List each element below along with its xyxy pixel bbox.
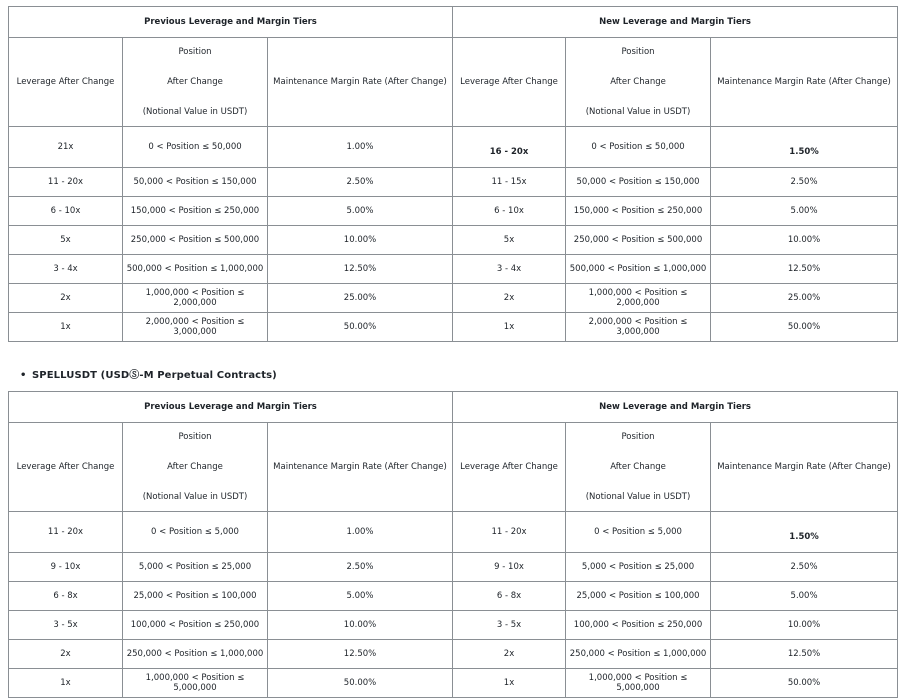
cell-prev-position: 1,000,000 < Position ≤ 5,000,000: [123, 669, 268, 698]
cell-new-leverage: 5x: [453, 226, 566, 255]
cell-prev-leverage: 5x: [9, 226, 123, 255]
cell-prev-position: 100,000 < Position ≤ 250,000: [123, 611, 268, 640]
bullet-point: •: [20, 370, 27, 381]
table-row: [9, 640, 898, 669]
cell-prev-leverage: 9 - 10x: [9, 553, 123, 582]
column-header-mmr: Maintenance Margin Rate (After Change): [711, 423, 898, 512]
position-header-line: After Change: [167, 461, 223, 472]
column-header-leverage: Leverage After Change: [453, 423, 566, 512]
cell-prev-leverage: 1x: [9, 669, 123, 698]
table-row: [9, 168, 898, 197]
table-row: [9, 197, 898, 226]
table-row: [9, 611, 898, 640]
position-header-line: (Notional Value in USDT): [585, 107, 691, 118]
cell-new-mmr: 12.50%: [711, 640, 898, 669]
cell-new-leverage: 2x: [453, 640, 566, 669]
cell-prev-mmr: 10.00%: [268, 226, 453, 255]
cell-prev-position: 250,000 < Position ≤ 500,000: [123, 226, 268, 255]
cell-new-leverage: 16 - 20x: [453, 127, 566, 168]
column-header-mmr: Maintenance Margin Rate (After Change): [268, 423, 453, 512]
cell-new-position: 100,000 < Position ≤ 250,000: [566, 611, 711, 640]
section-title: SPELLUSDT (USDⓈ-M Perpetual Contracts): [32, 370, 277, 381]
cell-prev-mmr: 2.50%: [268, 168, 453, 197]
cell-prev-leverage: 3 - 4x: [9, 255, 123, 284]
cell-prev-position: 2,000,000 < Position ≤ 3,000,000: [123, 313, 268, 342]
table-row: [9, 553, 898, 582]
cell-prev-leverage: 6 - 8x: [9, 582, 123, 611]
cell-new-mmr: 10.00%: [711, 611, 898, 640]
cell-new-position: 1,000,000 < Position ≤ 5,000,000: [566, 669, 711, 698]
cell-prev-leverage: 2x: [9, 640, 123, 669]
cell-new-position: 250,000 < Position ≤ 1,000,000: [566, 640, 711, 669]
cell-new-leverage: 3 - 4x: [453, 255, 566, 284]
cell-new-mmr: 5.00%: [711, 582, 898, 611]
cell-prev-position: 500,000 < Position ≤ 1,000,000: [123, 255, 268, 284]
cell-new-mmr: 50.00%: [711, 313, 898, 342]
cell-prev-leverage: 3 - 5x: [9, 611, 123, 640]
position-header-line: Position: [178, 46, 212, 57]
cell-prev-mmr: 1.00%: [268, 512, 453, 553]
position-header-line: Position: [621, 46, 655, 57]
column-header-mmr: Maintenance Margin Rate (After Change): [268, 38, 453, 127]
position-header-line: (Notional Value in USDT): [585, 492, 691, 503]
column-header-leverage: Leverage After Change: [9, 38, 123, 127]
table-row: [9, 255, 898, 284]
table-row: [9, 582, 898, 611]
cell-new-mmr: 2.50%: [711, 553, 898, 582]
cell-new-leverage: 3 - 5x: [453, 611, 566, 640]
cell-prev-leverage: 11 - 20x: [9, 168, 123, 197]
cell-new-position: 0 < Position ≤ 50,000: [566, 127, 711, 168]
cell-new-leverage: 2x: [453, 284, 566, 313]
cell-prev-mmr: 50.00%: [268, 313, 453, 342]
column-header-leverage: Leverage After Change: [9, 423, 123, 512]
cell-prev-leverage: 11 - 20x: [9, 512, 123, 553]
cell-prev-position: 5,000 < Position ≤ 25,000: [123, 553, 268, 582]
section-heading-spellusdt: [20, 366, 277, 381]
cell-prev-leverage: 1x: [9, 313, 123, 342]
position-header-line: After Change: [167, 76, 223, 87]
cell-prev-leverage: 6 - 10x: [9, 197, 123, 226]
position-header-line: After Change: [610, 461, 666, 472]
position-header-line: After Change: [610, 76, 666, 87]
leverage-tiers-table-1: [8, 6, 898, 342]
cell-new-position: 1,000,000 < Position ≤ 2,000,000: [566, 284, 711, 313]
cell-new-mmr: 1.50%: [711, 127, 898, 168]
cell-prev-mmr: 10.00%: [268, 611, 453, 640]
cell-new-mmr: 1.50%: [711, 512, 898, 553]
cell-new-position: 50,000 < Position ≤ 150,000: [566, 168, 711, 197]
cell-new-mmr: 12.50%: [711, 255, 898, 284]
column-header-mmr: Maintenance Margin Rate (After Change): [711, 38, 898, 127]
table-row: [9, 226, 898, 255]
cell-new-leverage: 6 - 10x: [453, 197, 566, 226]
cell-prev-mmr: 5.00%: [268, 197, 453, 226]
cell-prev-mmr: 12.50%: [268, 255, 453, 284]
cell-new-leverage: 1x: [453, 669, 566, 698]
cell-prev-leverage: 2x: [9, 284, 123, 313]
cell-new-leverage: 1x: [453, 313, 566, 342]
table-row: [9, 127, 898, 168]
group-header-new: New Leverage and Margin Tiers: [453, 392, 898, 423]
cell-prev-mmr: 25.00%: [268, 284, 453, 313]
column-header-position: [566, 423, 711, 512]
table-row: [9, 669, 898, 698]
position-header-line: Position: [178, 431, 212, 442]
cell-new-position: 5,000 < Position ≤ 25,000: [566, 553, 711, 582]
group-header-previous: Previous Leverage and Margin Tiers: [9, 7, 453, 38]
cell-prev-mmr: 1.00%: [268, 127, 453, 168]
cell-prev-mmr: 5.00%: [268, 582, 453, 611]
position-header-line: (Notional Value in USDT): [142, 492, 248, 503]
cell-prev-mmr: 50.00%: [268, 669, 453, 698]
cell-prev-position: 0 < Position ≤ 50,000: [123, 127, 268, 168]
cell-prev-position: 150,000 < Position ≤ 250,000: [123, 197, 268, 226]
cell-new-position: 25,000 < Position ≤ 100,000: [566, 582, 711, 611]
position-header-line: Position: [621, 431, 655, 442]
leverage-tiers-table-2: [8, 391, 898, 698]
cell-prev-position: 250,000 < Position ≤ 1,000,000: [123, 640, 268, 669]
position-header-line: (Notional Value in USDT): [142, 107, 248, 118]
cell-prev-position: 0 < Position ≤ 5,000: [123, 512, 268, 553]
cell-prev-mmr: 2.50%: [268, 553, 453, 582]
cell-prev-mmr: 12.50%: [268, 640, 453, 669]
cell-new-mmr: 2.50%: [711, 168, 898, 197]
cell-new-leverage: 11 - 15x: [453, 168, 566, 197]
cell-new-mmr: 5.00%: [711, 197, 898, 226]
group-header-previous: Previous Leverage and Margin Tiers: [9, 392, 453, 423]
cell-new-position: 250,000 < Position ≤ 500,000: [566, 226, 711, 255]
cell-new-leverage: 9 - 10x: [453, 553, 566, 582]
column-header-position: [123, 423, 268, 512]
cell-prev-position: 50,000 < Position ≤ 150,000: [123, 168, 268, 197]
cell-prev-position: 25,000 < Position ≤ 100,000: [123, 582, 268, 611]
cell-new-mmr: 50.00%: [711, 669, 898, 698]
cell-new-position: 150,000 < Position ≤ 250,000: [566, 197, 711, 226]
group-header-new: New Leverage and Margin Tiers: [453, 7, 898, 38]
table-row: [9, 284, 898, 313]
cell-new-leverage: 11 - 20x: [453, 512, 566, 553]
cell-new-position: 500,000 < Position ≤ 1,000,000: [566, 255, 711, 284]
cell-prev-leverage: 21x: [9, 127, 123, 168]
cell-prev-position: 1,000,000 < Position ≤ 2,000,000: [123, 284, 268, 313]
cell-new-position: 2,000,000 < Position ≤ 3,000,000: [566, 313, 711, 342]
cell-new-position: 0 < Position ≤ 5,000: [566, 512, 711, 553]
table-row: [9, 313, 898, 342]
column-header-position: [123, 38, 268, 127]
cell-new-leverage: 6 - 8x: [453, 582, 566, 611]
cell-new-mmr: 10.00%: [711, 226, 898, 255]
column-header-position: [566, 38, 711, 127]
cell-new-mmr: 25.00%: [711, 284, 898, 313]
table-row: [9, 512, 898, 553]
column-header-leverage: Leverage After Change: [453, 38, 566, 127]
